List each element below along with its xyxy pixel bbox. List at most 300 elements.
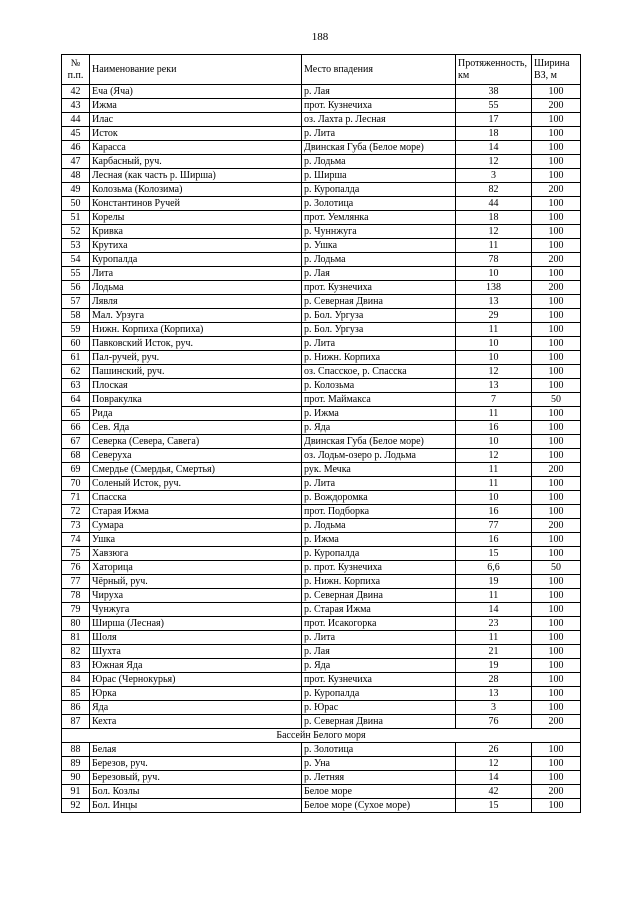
cell-length: 11 [456,407,532,421]
column-header-river-name: Наименование реки [90,55,302,85]
cell-width: 100 [532,169,581,183]
cell-length: 7 [456,393,532,407]
cell-length: 38 [456,85,532,99]
table-row [62,799,581,813]
cell-width: 100 [532,645,581,659]
cell-length: 18 [456,127,532,141]
cell-width: 100 [532,687,581,701]
cell-number: 92 [62,799,90,813]
cell-length: 12 [456,155,532,169]
cell-width: 100 [532,575,581,589]
cell-number: 51 [62,211,90,225]
cell-river-name: Пал-ручей, руч. [90,351,302,365]
table-row [62,547,581,561]
cell-mouth: р. Ушка [302,239,456,253]
cell-mouth: р. Колозьма [302,379,456,393]
cell-mouth: р. Юрас [302,701,456,715]
cell-width: 100 [532,225,581,239]
cell-river-name: Куропалда [90,253,302,267]
table-row [62,393,581,407]
table-row [62,113,581,127]
cell-width: 200 [532,519,581,533]
cell-width: 100 [532,631,581,645]
cell-width: 100 [532,673,581,687]
cell-river-name: Лита [90,267,302,281]
cell-length: 17 [456,113,532,127]
cell-number: 91 [62,785,90,799]
cell-river-name: Нижн. Корпиха (Корпиха) [90,323,302,337]
cell-length: 14 [456,141,532,155]
table-row [62,141,581,155]
cell-river-name: Кривка [90,225,302,239]
cell-river-name: Лодьма [90,281,302,295]
cell-mouth: р. Старая Ижма [302,603,456,617]
cell-river-name: Колозьма (Колозима) [90,183,302,197]
cell-length: 12 [456,365,532,379]
cell-number: 82 [62,645,90,659]
cell-mouth: р. Северная Двина [302,295,456,309]
cell-mouth: р. Летняя [302,771,456,785]
cell-width: 100 [532,743,581,757]
cell-river-name: Бол. Козлы [90,785,302,799]
cell-length: 13 [456,687,532,701]
cell-mouth: р. Куропалда [302,183,456,197]
cell-width: 100 [532,491,581,505]
cell-mouth: р. Нижн. Корпиха [302,351,456,365]
cell-length: 19 [456,659,532,673]
cell-width: 100 [532,407,581,421]
cell-length: 11 [456,463,532,477]
cell-mouth: прот. Маймакса [302,393,456,407]
cell-number: 48 [62,169,90,183]
cell-number: 50 [62,197,90,211]
cell-number: 90 [62,771,90,785]
cell-number: 84 [62,673,90,687]
cell-width: 100 [532,771,581,785]
cell-width: 100 [532,323,581,337]
table-row [62,645,581,659]
cell-mouth: р. Лая [302,645,456,659]
cell-river-name: Кехта [90,715,302,729]
cell-mouth: оз. Лахта р. Лесная [302,113,456,127]
cell-width: 100 [532,351,581,365]
cell-number: 87 [62,715,90,729]
cell-river-name: Карасса [90,141,302,155]
cell-width: 100 [532,197,581,211]
cell-river-name: Повракулка [90,393,302,407]
table-row [62,211,581,225]
cell-number: 56 [62,281,90,295]
table-row [62,295,581,309]
cell-mouth: р. Куропалда [302,687,456,701]
table-row [62,169,581,183]
table-row [62,575,581,589]
section-group [62,729,581,743]
cell-length: 18 [456,211,532,225]
cell-river-name: Южная Яда [90,659,302,673]
cell-river-name: Березовый, руч. [90,771,302,785]
cell-width: 200 [532,253,581,267]
table-row [62,449,581,463]
table-row [62,323,581,337]
column-header-width: Ширина ВЗ, м [532,55,581,85]
cell-width: 100 [532,379,581,393]
table-row [62,99,581,113]
table-row [62,715,581,729]
cell-width: 100 [532,477,581,491]
cell-length: 10 [456,337,532,351]
cell-number: 77 [62,575,90,589]
table-row [62,519,581,533]
cell-number: 83 [62,659,90,673]
cell-river-name: Хавзюга [90,547,302,561]
cell-river-name: Спасска [90,491,302,505]
cell-number: 55 [62,267,90,281]
cell-mouth: прот. Кузнечиха [302,673,456,687]
cell-length: 12 [456,449,532,463]
cell-length: 78 [456,253,532,267]
table-row [62,351,581,365]
cell-length: 16 [456,421,532,435]
cell-length: 11 [456,631,532,645]
table-row [62,183,581,197]
table-row [62,435,581,449]
cell-width: 100 [532,505,581,519]
cell-river-name: Корелы [90,211,302,225]
table-row [62,673,581,687]
cell-number: 47 [62,155,90,169]
cell-mouth: р. Золотица [302,197,456,211]
table-row [62,407,581,421]
cell-mouth: Двинская Губа (Белое море) [302,141,456,155]
table-row [62,505,581,519]
cell-mouth: р. Нижн. Корпиха [302,575,456,589]
cell-mouth: р. Лита [302,631,456,645]
table-row [62,267,581,281]
cell-length: 21 [456,645,532,659]
cell-width: 100 [532,85,581,99]
cell-river-name: Карбасный, руч. [90,155,302,169]
header-row [62,55,581,85]
cell-mouth: р. Лодьма [302,519,456,533]
cell-river-name: Хаторица [90,561,302,575]
cell-length: 12 [456,757,532,771]
cell-width: 100 [532,127,581,141]
cell-number: 54 [62,253,90,267]
cell-length: 42 [456,785,532,799]
cell-length: 13 [456,295,532,309]
table-row [62,687,581,701]
cell-width: 100 [532,449,581,463]
cell-width: 100 [532,141,581,155]
cell-length: 3 [456,701,532,715]
cell-width: 200 [532,785,581,799]
cell-length: 13 [456,379,532,393]
table-row [62,477,581,491]
cell-number: 73 [62,519,90,533]
cell-mouth: оз. Лодьм-озеро р. Лодьма [302,449,456,463]
cell-number: 63 [62,379,90,393]
cell-number: 76 [62,561,90,575]
cell-width: 100 [532,799,581,813]
page-number: 188 [311,31,329,43]
cell-river-name: Еча (Яча) [90,85,302,99]
table-row [62,197,581,211]
cell-river-name: Юрас (Чернокурья) [90,673,302,687]
cell-mouth: р. Яда [302,421,456,435]
cell-width: 100 [532,603,581,617]
cell-length: 55 [456,99,532,113]
cell-length: 23 [456,617,532,631]
table-body-white-sea [62,743,581,813]
cell-river-name: Юрка [90,687,302,701]
cell-mouth: прот. Подборка [302,505,456,519]
cell-river-name: Северуха [90,449,302,463]
table-row [62,85,581,99]
table-row [62,365,581,379]
cell-width: 100 [532,701,581,715]
cell-mouth: прот. Кузнечиха [302,99,456,113]
column-header-mouth: Место впадения [302,55,456,85]
cell-number: 79 [62,603,90,617]
cell-width: 100 [532,757,581,771]
cell-length: 16 [456,505,532,519]
cell-number: 42 [62,85,90,99]
cell-number: 62 [62,365,90,379]
cell-width: 50 [532,561,581,575]
cell-river-name: Чёрный, руч. [90,575,302,589]
cell-mouth: оз. Спасское, р. Спасска [302,365,456,379]
cell-length: 11 [456,239,532,253]
cell-river-name: Ушка [90,533,302,547]
cell-river-name: Сумара [90,519,302,533]
table-row [62,491,581,505]
cell-length: 10 [456,351,532,365]
cell-number: 49 [62,183,90,197]
cell-length: 11 [456,589,532,603]
table-row [62,785,581,799]
cell-length: 11 [456,477,532,491]
cell-number: 69 [62,463,90,477]
cell-river-name: Лесная (как часть р. Ширша) [90,169,302,183]
table-header [62,55,581,85]
cell-river-name: Константинов Ручей [90,197,302,211]
table-row [62,533,581,547]
cell-length: 76 [456,715,532,729]
cell-river-name: Илас [90,113,302,127]
cell-mouth: Двинская Губа (Белое море) [302,435,456,449]
rivers-table [61,54,581,813]
cell-river-name: Пашинский, руч. [90,365,302,379]
cell-width: 100 [532,295,581,309]
cell-number: 59 [62,323,90,337]
cell-river-name: Ижма [90,99,302,113]
table-row [62,463,581,477]
cell-width: 100 [532,435,581,449]
cell-number: 52 [62,225,90,239]
cell-river-name: Чируха [90,589,302,603]
table-row [62,743,581,757]
cell-length: 77 [456,519,532,533]
cell-mouth: р. прот. Кузнечиха [302,561,456,575]
cell-river-name: Шухта [90,645,302,659]
cell-mouth: р. Ижма [302,407,456,421]
table-row [62,127,581,141]
section-title: Бассейн Белого моря [62,729,581,743]
cell-mouth: р. Чуннжуга [302,225,456,239]
cell-mouth: р. Лита [302,337,456,351]
cell-mouth: р. Лодьма [302,253,456,267]
cell-river-name: Исток [90,127,302,141]
cell-width: 100 [532,113,581,127]
column-header-number: № п.п. [62,55,90,85]
table-row [62,561,581,575]
cell-length: 10 [456,491,532,505]
cell-width: 100 [532,155,581,169]
table-row [62,253,581,267]
cell-number: 60 [62,337,90,351]
cell-length: 26 [456,743,532,757]
table-row [62,589,581,603]
table-row [62,379,581,393]
cell-mouth: Белое море [302,785,456,799]
cell-river-name: Бол. Инцы [90,799,302,813]
table-row [62,771,581,785]
cell-length: 138 [456,281,532,295]
cell-width: 100 [532,659,581,673]
cell-length: 15 [456,547,532,561]
cell-width: 100 [532,617,581,631]
cell-length: 82 [456,183,532,197]
cell-number: 86 [62,701,90,715]
cell-width: 100 [532,589,581,603]
cell-river-name: Березов, руч. [90,757,302,771]
cell-mouth: р. Яда [302,659,456,673]
section-row [62,729,581,743]
cell-river-name: Чунжуга [90,603,302,617]
cell-width: 50 [532,393,581,407]
cell-number: 57 [62,295,90,309]
table-row [62,659,581,673]
cell-mouth: Белое море (Сухое море) [302,799,456,813]
table-row [62,421,581,435]
cell-number: 88 [62,743,90,757]
cell-river-name: Павковский Исток, руч. [90,337,302,351]
cell-river-name: Сев. Яда [90,421,302,435]
cell-mouth: р. Куропалда [302,547,456,561]
cell-river-name: Старая Ижма [90,505,302,519]
cell-river-name: Лявля [90,295,302,309]
cell-number: 65 [62,407,90,421]
cell-length: 29 [456,309,532,323]
table-row [62,757,581,771]
cell-mouth: р. Лая [302,267,456,281]
cell-number: 64 [62,393,90,407]
cell-number: 43 [62,99,90,113]
cell-river-name: Северка (Севера, Савега) [90,435,302,449]
table-row [62,309,581,323]
cell-mouth: р. Лита [302,477,456,491]
table-row [62,631,581,645]
cell-river-name: Яда [90,701,302,715]
cell-number: 53 [62,239,90,253]
table-row [62,603,581,617]
cell-mouth: р. Лодьма [302,155,456,169]
cell-number: 68 [62,449,90,463]
cell-width: 100 [532,267,581,281]
cell-mouth: р. Бол. Ургуза [302,309,456,323]
cell-number: 61 [62,351,90,365]
cell-mouth: р. Лита [302,127,456,141]
table-row [62,225,581,239]
cell-number: 66 [62,421,90,435]
cell-length: 16 [456,533,532,547]
cell-width: 200 [532,281,581,295]
cell-number: 74 [62,533,90,547]
cell-river-name: Ширша (Лесная) [90,617,302,631]
cell-length: 15 [456,799,532,813]
cell-mouth: р. Уна [302,757,456,771]
cell-river-name: Рида [90,407,302,421]
cell-width: 200 [532,99,581,113]
cell-width: 100 [532,337,581,351]
cell-width: 200 [532,463,581,477]
column-header-length: Протяженность, км [456,55,532,85]
cell-length: 28 [456,673,532,687]
cell-length: 19 [456,575,532,589]
cell-width: 100 [532,421,581,435]
table-row [62,155,581,169]
cell-number: 46 [62,141,90,155]
cell-number: 85 [62,687,90,701]
cell-width: 100 [532,211,581,225]
cell-number: 89 [62,757,90,771]
cell-number: 58 [62,309,90,323]
table-row [62,337,581,351]
cell-width: 100 [532,239,581,253]
cell-mouth: прот. Уемлянка [302,211,456,225]
cell-number: 45 [62,127,90,141]
cell-length: 6,6 [456,561,532,575]
cell-length: 10 [456,267,532,281]
cell-length: 3 [456,169,532,183]
cell-mouth: прот. Кузнечиха [302,281,456,295]
table-row [62,281,581,295]
cell-number: 81 [62,631,90,645]
cell-number: 70 [62,477,90,491]
table-body-main [62,85,581,729]
cell-width: 100 [532,309,581,323]
cell-mouth: р. Золотица [302,743,456,757]
cell-width: 200 [532,715,581,729]
cell-mouth: рук. Мечка [302,463,456,477]
cell-width: 100 [532,365,581,379]
cell-mouth: р. Ижма [302,533,456,547]
cell-number: 67 [62,435,90,449]
cell-mouth: р. Северная Двина [302,589,456,603]
cell-mouth: р. Северная Двина [302,715,456,729]
table-row [62,701,581,715]
cell-mouth: р. Ширша [302,169,456,183]
cell-number: 75 [62,547,90,561]
cell-river-name: Мал. Урзуга [90,309,302,323]
cell-width: 200 [532,183,581,197]
cell-number: 78 [62,589,90,603]
cell-river-name: Крутиха [90,239,302,253]
cell-river-name: Шоля [90,631,302,645]
cell-width: 100 [532,533,581,547]
cell-number: 72 [62,505,90,519]
